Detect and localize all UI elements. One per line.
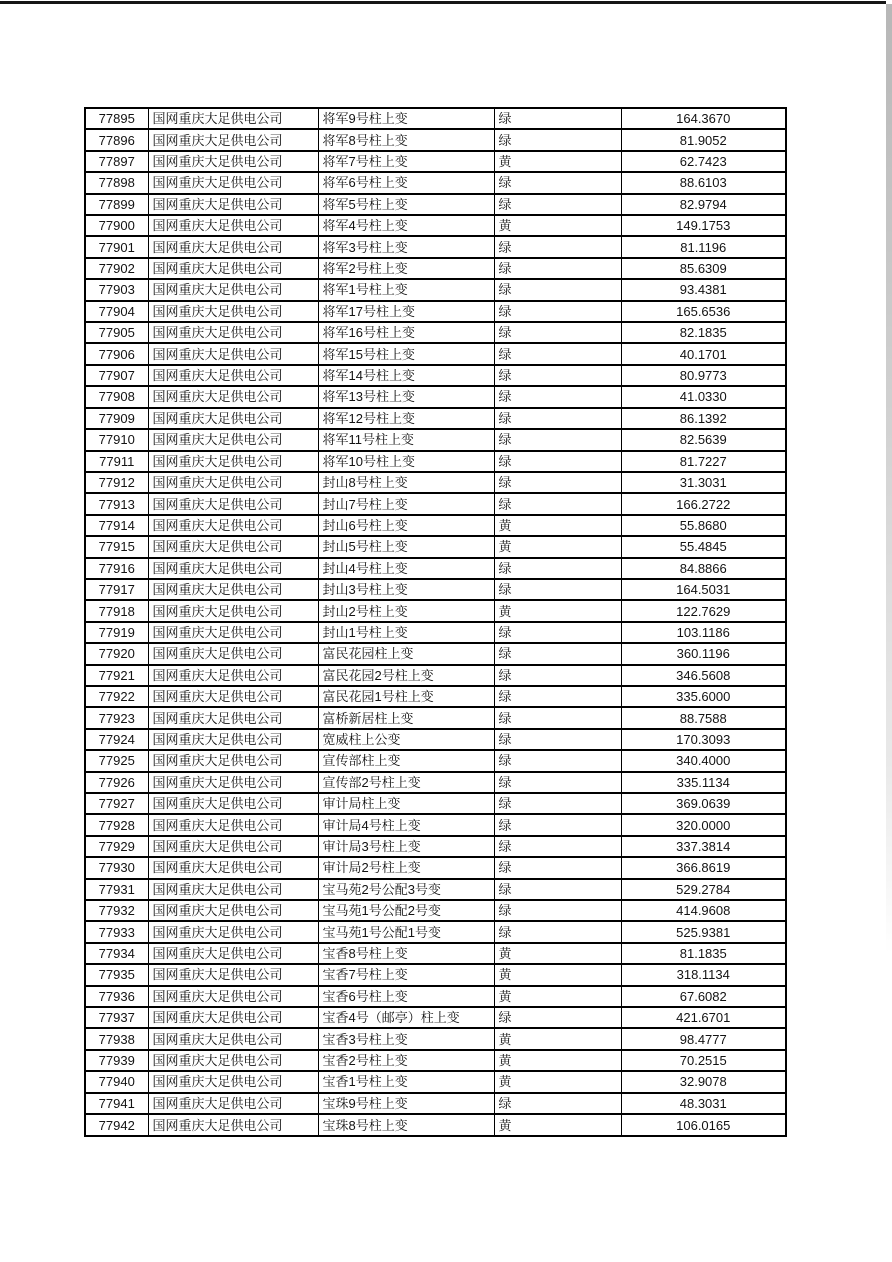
status-cell: 黄 [494, 536, 621, 557]
device-name-cell: 封山3号柱上变 [318, 579, 494, 600]
status-cell: 绿 [494, 258, 621, 279]
table-row [85, 429, 786, 450]
table-row [85, 301, 786, 322]
value-cell: 346.5608 [621, 665, 786, 686]
table-row [85, 129, 786, 150]
device-name-cell: 宝香7号柱上变 [318, 964, 494, 985]
row-id-cell: 77900 [85, 215, 148, 236]
device-name-cell: 富民花园柱上变 [318, 643, 494, 664]
table-row [85, 772, 786, 793]
company-cell: 国网重庆大足供电公司 [148, 451, 318, 472]
device-name-cell: 宝珠8号柱上变 [318, 1114, 494, 1136]
table-row [85, 343, 786, 364]
table-row [85, 643, 786, 664]
table-row [85, 194, 786, 215]
row-id-cell: 77897 [85, 151, 148, 172]
value-cell: 93.4381 [621, 279, 786, 300]
device-name-cell: 封山2号柱上变 [318, 600, 494, 621]
table-row [85, 1093, 786, 1114]
row-id-cell: 77933 [85, 921, 148, 942]
value-cell: 70.2515 [621, 1050, 786, 1071]
row-id-cell: 77902 [85, 258, 148, 279]
table-row [85, 215, 786, 236]
table-row [85, 451, 786, 472]
device-name-cell: 将军7号柱上变 [318, 151, 494, 172]
device-name-cell: 将军2号柱上变 [318, 258, 494, 279]
company-cell: 国网重庆大足供电公司 [148, 943, 318, 964]
company-cell: 国网重庆大足供电公司 [148, 408, 318, 429]
company-cell: 国网重庆大足供电公司 [148, 836, 318, 857]
table-row [85, 1071, 786, 1092]
table-row [85, 900, 786, 921]
device-name-cell: 将军14号柱上变 [318, 365, 494, 386]
device-name-cell: 将军5号柱上变 [318, 194, 494, 215]
row-id-cell: 77935 [85, 964, 148, 985]
device-name-cell: 审计局2号柱上变 [318, 857, 494, 878]
company-cell: 国网重庆大足供电公司 [148, 215, 318, 236]
device-name-cell: 宝香6号柱上变 [318, 986, 494, 1007]
value-cell: 360.1196 [621, 643, 786, 664]
company-cell: 国网重庆大足供电公司 [148, 772, 318, 793]
row-id-cell: 77931 [85, 879, 148, 900]
status-cell: 黄 [494, 215, 621, 236]
company-cell: 国网重庆大足供电公司 [148, 707, 318, 728]
device-name-cell: 封山8号柱上变 [318, 472, 494, 493]
table-row [85, 558, 786, 579]
row-id-cell: 77925 [85, 750, 148, 771]
company-cell: 国网重庆大足供电公司 [148, 879, 318, 900]
company-cell: 国网重庆大足供电公司 [148, 429, 318, 450]
value-cell: 529.2784 [621, 879, 786, 900]
status-cell: 绿 [494, 386, 621, 407]
company-cell: 国网重庆大足供电公司 [148, 536, 318, 557]
device-name-cell: 审计局柱上变 [318, 793, 494, 814]
table-row [85, 986, 786, 1007]
row-id-cell: 77907 [85, 365, 148, 386]
table-row [85, 386, 786, 407]
table-row [85, 665, 786, 686]
status-cell: 绿 [494, 279, 621, 300]
row-id-cell: 77910 [85, 429, 148, 450]
table-row [85, 493, 786, 514]
value-cell: 55.8680 [621, 515, 786, 536]
value-cell: 366.8619 [621, 857, 786, 878]
value-cell: 318.1134 [621, 964, 786, 985]
device-name-cell: 封山6号柱上变 [318, 515, 494, 536]
table-row [85, 279, 786, 300]
status-cell: 绿 [494, 900, 621, 921]
status-cell: 绿 [494, 1093, 621, 1114]
company-cell: 国网重庆大足供电公司 [148, 365, 318, 386]
device-name-cell: 富桥新居柱上变 [318, 707, 494, 728]
device-name-cell: 宝马苑1号公配1号变 [318, 921, 494, 942]
status-cell: 绿 [494, 836, 621, 857]
status-cell: 绿 [494, 707, 621, 728]
device-name-cell: 封山5号柱上变 [318, 536, 494, 557]
company-cell: 国网重庆大足供电公司 [148, 579, 318, 600]
transformer-table [84, 107, 787, 1137]
row-id-cell: 77923 [85, 707, 148, 728]
status-cell: 黄 [494, 986, 621, 1007]
company-cell: 国网重庆大足供电公司 [148, 322, 318, 343]
table-row [85, 729, 786, 750]
company-cell: 国网重庆大足供电公司 [148, 279, 318, 300]
row-id-cell: 77916 [85, 558, 148, 579]
value-cell: 525.9381 [621, 921, 786, 942]
company-cell: 国网重庆大足供电公司 [148, 343, 318, 364]
row-id-cell: 77909 [85, 408, 148, 429]
value-cell: 335.6000 [621, 686, 786, 707]
device-name-cell: 将军10号柱上变 [318, 451, 494, 472]
company-cell: 国网重庆大足供电公司 [148, 172, 318, 193]
device-name-cell: 将军6号柱上变 [318, 172, 494, 193]
status-cell: 绿 [494, 172, 621, 193]
status-cell: 绿 [494, 750, 621, 771]
value-cell: 88.6103 [621, 172, 786, 193]
status-cell: 绿 [494, 772, 621, 793]
company-cell: 国网重庆大足供电公司 [148, 921, 318, 942]
table-row [85, 793, 786, 814]
table-row [85, 600, 786, 621]
row-id-cell: 77898 [85, 172, 148, 193]
status-cell: 绿 [494, 1007, 621, 1028]
row-id-cell: 77922 [85, 686, 148, 707]
company-cell: 国网重庆大足供电公司 [148, 643, 318, 664]
device-name-cell: 富民花园1号柱上变 [318, 686, 494, 707]
device-name-cell: 宝马苑1号公配2号变 [318, 900, 494, 921]
company-cell: 国网重庆大足供电公司 [148, 750, 318, 771]
transformer-table-body [85, 108, 786, 1136]
company-cell: 国网重庆大足供电公司 [148, 472, 318, 493]
status-cell: 绿 [494, 236, 621, 257]
row-id-cell: 77941 [85, 1093, 148, 1114]
status-cell: 黄 [494, 1028, 621, 1049]
value-cell: 81.7227 [621, 451, 786, 472]
value-cell: 170.3093 [621, 729, 786, 750]
status-cell: 绿 [494, 579, 621, 600]
value-cell: 166.2722 [621, 493, 786, 514]
status-cell: 绿 [494, 472, 621, 493]
row-id-cell: 77921 [85, 665, 148, 686]
company-cell: 国网重庆大足供电公司 [148, 622, 318, 643]
table-row [85, 879, 786, 900]
device-name-cell: 将军11号柱上变 [318, 429, 494, 450]
company-cell: 国网重庆大足供电公司 [148, 986, 318, 1007]
device-name-cell: 封山1号柱上变 [318, 622, 494, 643]
company-cell: 国网重庆大足供电公司 [148, 1071, 318, 1092]
company-cell: 国网重庆大足供电公司 [148, 1114, 318, 1136]
company-cell: 国网重庆大足供电公司 [148, 900, 318, 921]
company-cell: 国网重庆大足供电公司 [148, 964, 318, 985]
device-name-cell: 将军13号柱上变 [318, 386, 494, 407]
row-id-cell: 77937 [85, 1007, 148, 1028]
value-cell: 340.4000 [621, 750, 786, 771]
status-cell: 绿 [494, 429, 621, 450]
device-name-cell: 宝珠9号柱上变 [318, 1093, 494, 1114]
device-name-cell: 宣传部2号柱上变 [318, 772, 494, 793]
value-cell: 335.1134 [621, 772, 786, 793]
status-cell: 黄 [494, 1050, 621, 1071]
status-cell: 绿 [494, 343, 621, 364]
device-name-cell: 宽威柱上公变 [318, 729, 494, 750]
device-name-cell: 将军8号柱上变 [318, 129, 494, 150]
row-id-cell: 77904 [85, 301, 148, 322]
status-cell: 绿 [494, 194, 621, 215]
device-name-cell: 将军12号柱上变 [318, 408, 494, 429]
value-cell: 86.1392 [621, 408, 786, 429]
row-id-cell: 77917 [85, 579, 148, 600]
value-cell: 122.7629 [621, 600, 786, 621]
row-id-cell: 77903 [85, 279, 148, 300]
value-cell: 81.9052 [621, 129, 786, 150]
status-cell: 绿 [494, 365, 621, 386]
company-cell: 国网重庆大足供电公司 [148, 600, 318, 621]
status-cell: 绿 [494, 129, 621, 150]
scan-artifact-right-band [886, 4, 892, 954]
value-cell: 421.6701 [621, 1007, 786, 1028]
device-name-cell: 将军1号柱上变 [318, 279, 494, 300]
table-row [85, 622, 786, 643]
value-cell: 369.0639 [621, 793, 786, 814]
table-row [85, 943, 786, 964]
company-cell: 国网重庆大足供电公司 [148, 258, 318, 279]
value-cell: 165.6536 [621, 301, 786, 322]
value-cell: 85.6309 [621, 258, 786, 279]
row-id-cell: 77899 [85, 194, 148, 215]
value-cell: 67.6082 [621, 986, 786, 1007]
row-id-cell: 77911 [85, 451, 148, 472]
value-cell: 62.7423 [621, 151, 786, 172]
value-cell: 82.5639 [621, 429, 786, 450]
table-row [85, 836, 786, 857]
device-name-cell: 宝香8号柱上变 [318, 943, 494, 964]
row-id-cell: 77940 [85, 1071, 148, 1092]
value-cell: 41.0330 [621, 386, 786, 407]
device-name-cell: 富民花园2号柱上变 [318, 665, 494, 686]
device-name-cell: 将军17号柱上变 [318, 301, 494, 322]
table-row [85, 258, 786, 279]
table-row [85, 472, 786, 493]
value-cell: 48.3031 [621, 1093, 786, 1114]
status-cell: 黄 [494, 1071, 621, 1092]
company-cell: 国网重庆大足供电公司 [148, 814, 318, 835]
row-id-cell: 77915 [85, 536, 148, 557]
table-row [85, 322, 786, 343]
device-name-cell: 宣传部柱上变 [318, 750, 494, 771]
device-name-cell: 封山4号柱上变 [318, 558, 494, 579]
status-cell: 绿 [494, 793, 621, 814]
company-cell: 国网重庆大足供电公司 [148, 665, 318, 686]
status-cell: 绿 [494, 558, 621, 579]
value-cell: 82.9794 [621, 194, 786, 215]
row-id-cell: 77920 [85, 643, 148, 664]
status-cell: 黄 [494, 600, 621, 621]
row-id-cell: 77908 [85, 386, 148, 407]
table-row [85, 536, 786, 557]
row-id-cell: 77942 [85, 1114, 148, 1136]
company-cell: 国网重庆大足供电公司 [148, 386, 318, 407]
value-cell: 82.1835 [621, 322, 786, 343]
table-row [85, 515, 786, 536]
value-cell: 81.1835 [621, 943, 786, 964]
device-name-cell: 宝香1号柱上变 [318, 1071, 494, 1092]
row-id-cell: 77901 [85, 236, 148, 257]
row-id-cell: 77928 [85, 814, 148, 835]
table-row [85, 365, 786, 386]
company-cell: 国网重庆大足供电公司 [148, 1050, 318, 1071]
value-cell: 337.3814 [621, 836, 786, 857]
value-cell: 32.9078 [621, 1071, 786, 1092]
company-cell: 国网重庆大足供电公司 [148, 515, 318, 536]
value-cell: 98.4777 [621, 1028, 786, 1049]
company-cell: 国网重庆大足供电公司 [148, 129, 318, 150]
row-id-cell: 77926 [85, 772, 148, 793]
table-row [85, 236, 786, 257]
table-row [85, 1028, 786, 1049]
status-cell: 绿 [494, 451, 621, 472]
row-id-cell: 77895 [85, 108, 148, 129]
table-row [85, 151, 786, 172]
status-cell: 绿 [494, 879, 621, 900]
row-id-cell: 77936 [85, 986, 148, 1007]
status-cell: 绿 [494, 622, 621, 643]
row-id-cell: 77929 [85, 836, 148, 857]
value-cell: 40.1701 [621, 343, 786, 364]
device-name-cell: 将军3号柱上变 [318, 236, 494, 257]
value-cell: 31.3031 [621, 472, 786, 493]
status-cell: 绿 [494, 108, 621, 129]
table-row [85, 1050, 786, 1071]
status-cell: 绿 [494, 643, 621, 664]
row-id-cell: 77938 [85, 1028, 148, 1049]
status-cell: 绿 [494, 408, 621, 429]
status-cell: 黄 [494, 151, 621, 172]
value-cell: 149.1753 [621, 215, 786, 236]
status-cell: 黄 [494, 943, 621, 964]
status-cell: 绿 [494, 814, 621, 835]
row-id-cell: 77905 [85, 322, 148, 343]
value-cell: 88.7588 [621, 707, 786, 728]
table-row [85, 750, 786, 771]
row-id-cell: 77913 [85, 493, 148, 514]
table-row [85, 857, 786, 878]
table-row [85, 707, 786, 728]
value-cell: 414.9608 [621, 900, 786, 921]
company-cell: 国网重庆大足供电公司 [148, 857, 318, 878]
company-cell: 国网重庆大足供电公司 [148, 729, 318, 750]
company-cell: 国网重庆大足供电公司 [148, 151, 318, 172]
status-cell: 黄 [494, 1114, 621, 1136]
row-id-cell: 77918 [85, 600, 148, 621]
value-cell: 164.5031 [621, 579, 786, 600]
row-id-cell: 77914 [85, 515, 148, 536]
value-cell: 55.4845 [621, 536, 786, 557]
device-name-cell: 宝马苑2号公配3号变 [318, 879, 494, 900]
company-cell: 国网重庆大足供电公司 [148, 108, 318, 129]
company-cell: 国网重庆大足供电公司 [148, 1007, 318, 1028]
value-cell: 103.1186 [621, 622, 786, 643]
company-cell: 国网重庆大足供电公司 [148, 1093, 318, 1114]
status-cell: 绿 [494, 729, 621, 750]
device-name-cell: 封山7号柱上变 [318, 493, 494, 514]
device-name-cell: 宝香3号柱上变 [318, 1028, 494, 1049]
scan-artifact-top-line [0, 1, 886, 4]
status-cell: 绿 [494, 857, 621, 878]
value-cell: 80.9773 [621, 365, 786, 386]
company-cell: 国网重庆大足供电公司 [148, 493, 318, 514]
table-row [85, 964, 786, 985]
company-cell: 国网重庆大足供电公司 [148, 793, 318, 814]
table-row [85, 1007, 786, 1028]
company-cell: 国网重庆大足供电公司 [148, 558, 318, 579]
row-id-cell: 77939 [85, 1050, 148, 1071]
table-row [85, 921, 786, 942]
value-cell: 320.0000 [621, 814, 786, 835]
device-name-cell: 宝香4号（邮亭）柱上变 [318, 1007, 494, 1028]
row-id-cell: 77919 [85, 622, 148, 643]
row-id-cell: 77932 [85, 900, 148, 921]
status-cell: 绿 [494, 665, 621, 686]
company-cell: 国网重庆大足供电公司 [148, 686, 318, 707]
row-id-cell: 77934 [85, 943, 148, 964]
value-cell: 164.3670 [621, 108, 786, 129]
status-cell: 绿 [494, 921, 621, 942]
table-row [85, 172, 786, 193]
status-cell: 黄 [494, 515, 621, 536]
status-cell: 绿 [494, 301, 621, 322]
table-row [85, 579, 786, 600]
status-cell: 绿 [494, 686, 621, 707]
value-cell: 81.1196 [621, 236, 786, 257]
company-cell: 国网重庆大足供电公司 [148, 236, 318, 257]
row-id-cell: 77906 [85, 343, 148, 364]
status-cell: 绿 [494, 322, 621, 343]
row-id-cell: 77912 [85, 472, 148, 493]
table-row [85, 108, 786, 129]
device-name-cell: 将军15号柱上变 [318, 343, 494, 364]
status-cell: 黄 [494, 964, 621, 985]
device-name-cell: 将军4号柱上变 [318, 215, 494, 236]
row-id-cell: 77924 [85, 729, 148, 750]
row-id-cell: 77930 [85, 857, 148, 878]
table-row [85, 686, 786, 707]
row-id-cell: 77896 [85, 129, 148, 150]
table-row [85, 1114, 786, 1136]
device-name-cell: 将军9号柱上变 [318, 108, 494, 129]
device-name-cell: 将军16号柱上变 [318, 322, 494, 343]
company-cell: 国网重庆大足供电公司 [148, 1028, 318, 1049]
value-cell: 106.0165 [621, 1114, 786, 1136]
value-cell: 84.8866 [621, 558, 786, 579]
table-row [85, 814, 786, 835]
table-row [85, 408, 786, 429]
device-name-cell: 审计局3号柱上变 [318, 836, 494, 857]
company-cell: 国网重庆大足供电公司 [148, 301, 318, 322]
device-name-cell: 审计局4号柱上变 [318, 814, 494, 835]
company-cell: 国网重庆大足供电公司 [148, 194, 318, 215]
status-cell: 绿 [494, 493, 621, 514]
row-id-cell: 77927 [85, 793, 148, 814]
device-name-cell: 宝香2号柱上变 [318, 1050, 494, 1071]
